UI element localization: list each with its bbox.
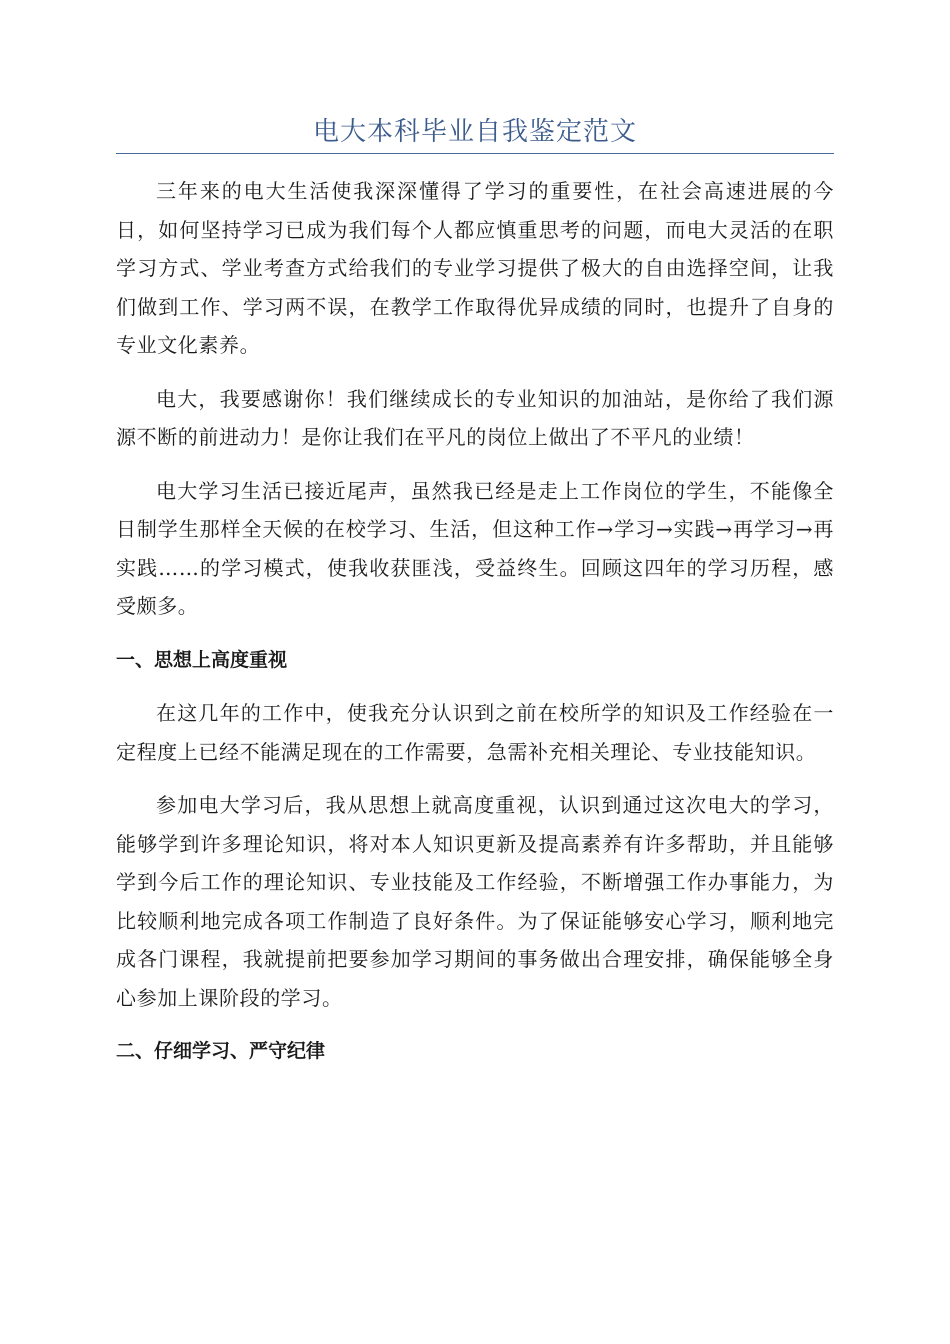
paragraph: 电大，我要感谢你！我们继续成长的专业知识的加油站，是你给了我们源源不断的前进动力！是你让我们在平凡的岗位上做出了不平凡的业绩！: [116, 386, 834, 449]
paragraph: 参加电大学习后，我从思想上就高度重视，认识到通过这次电大的学习，能够学到许多理论知识，将对本人知识更新及提高素养有许多帮助，并且能够学到今后工作的理论知识、专业技能及工作经验，不断增强工作办事能力，为比较顺利地完成各项工作制造了良好条件。为了保证能够安心学习，顺利地完成各门课程，我就提前把要参加学习期间的事务做出合理安排，确保能够全身心参加上课阶段的学习。: [116, 793, 834, 1010]
section-heading: 二、仔细学习、严守纪律: [116, 1040, 326, 1062]
paragraph: 三年来的电大生活使我深深懂得了学习的重要性，在社会高速进展的今日，如何坚持学习已成为我们每个人都应慎重思考的问题，而电大灵活的在职学习方式、学业考查方式给我们的专业学习提供了极大的自由选择空间，让我们做到工作、学习两不误，在教学工作取得优异成绩的同时，也提升了自身的专业文化素养。: [116, 179, 834, 357]
paragraph: 电大学习生活已接近尾声，虽然我已经是走上工作岗位的学生，不能像全日制学生那样全天候的在校学习、生活，但这种工作→学习→实践→再学习→再实践……的学习模式，使我收获匪浅，受益终生。回顾这四年的学习历程，感受颇多。: [116, 478, 834, 618]
paragraph: 在这几年的工作中，使我充分认识到之前在校所学的知识及工作经验在一定程度上已经不能满足现在的工作需要，急需补充相关理论、专业技能知识。: [116, 701, 834, 764]
section-heading: 一、思想上高度重视: [116, 648, 288, 671]
title-underline: [116, 153, 834, 154]
document-body: [116, 172, 834, 1086]
document-title: 电大本科毕业自我鉴定范文: [312, 117, 637, 147]
